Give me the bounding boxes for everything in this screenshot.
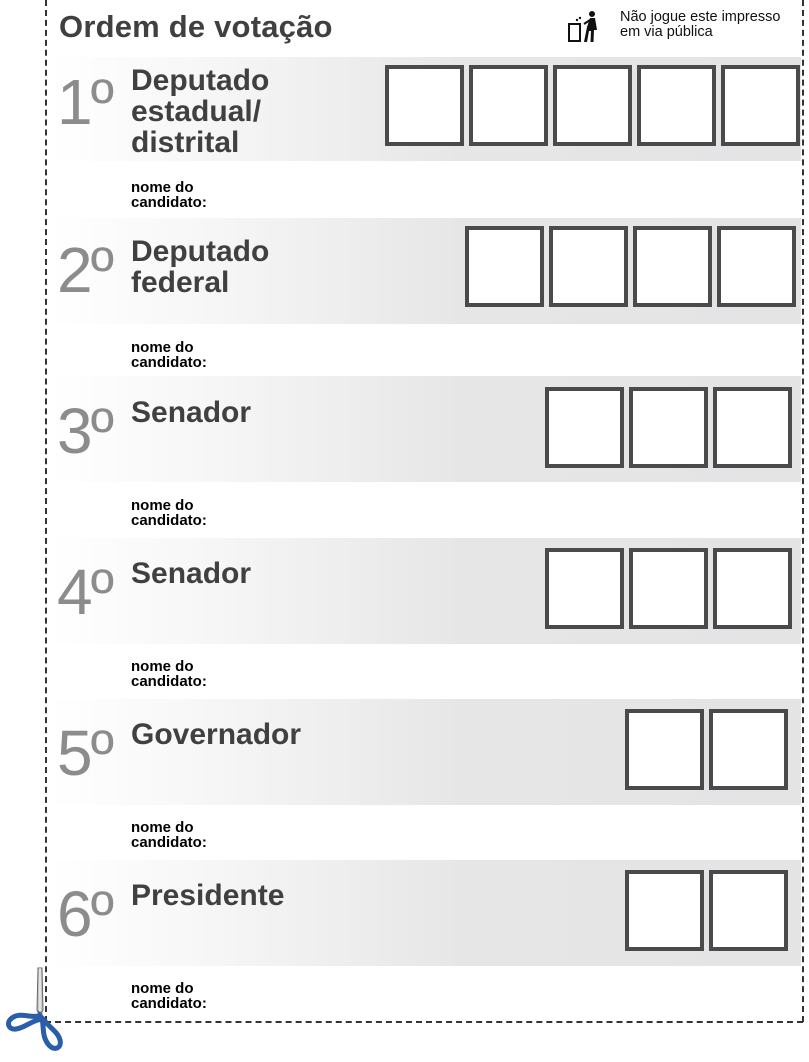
- scissors-icon: [2, 966, 72, 1062]
- notice-line-2: em via pública: [620, 24, 713, 40]
- digit-box[interactable]: [717, 226, 796, 307]
- candidate-name-label: [131, 820, 207, 850]
- office-title-line: Senador: [131, 557, 252, 590]
- number-boxes: [545, 548, 792, 629]
- digit-box[interactable]: [625, 870, 704, 951]
- notice-line-1: Não jogue este impresso: [620, 9, 781, 25]
- candidate-label-line: candidato:: [131, 995, 207, 1012]
- number-boxes: [545, 387, 792, 468]
- ordinal-number: 5º: [57, 717, 112, 789]
- cut-line-left: [45, 0, 47, 1022]
- candidate-name-label: [131, 340, 207, 370]
- page-title: Ordem de votação: [59, 9, 333, 44]
- number-boxes: [625, 709, 788, 790]
- digit-box[interactable]: [625, 709, 704, 790]
- digit-box[interactable]: [385, 65, 464, 146]
- number-boxes: [625, 870, 788, 951]
- digit-box[interactable]: [629, 387, 708, 468]
- digit-box[interactable]: [637, 65, 716, 146]
- office-title: [131, 719, 301, 750]
- office-title: [131, 236, 269, 298]
- digit-box[interactable]: [553, 65, 632, 146]
- number-boxes: [385, 65, 800, 146]
- digit-box[interactable]: [465, 226, 544, 307]
- number-boxes: [465, 226, 796, 307]
- candidate-name-label: [131, 981, 207, 1011]
- digit-box[interactable]: [713, 387, 792, 468]
- office-title: [131, 558, 251, 589]
- candidate-label-line: candidato:: [131, 673, 207, 690]
- ordinal-number: 2º: [57, 234, 112, 306]
- office-title-line: Deputado: [131, 64, 270, 97]
- candidate-name-label: [131, 498, 207, 528]
- cut-line-bottom: [45, 1021, 803, 1023]
- candidate-label-line: candidato:: [131, 834, 207, 851]
- digit-box[interactable]: [713, 548, 792, 629]
- digit-box[interactable]: [629, 548, 708, 629]
- candidate-label-line: candidato:: [131, 512, 207, 529]
- office-title-line: Governador: [131, 718, 302, 751]
- digit-box[interactable]: [633, 226, 712, 307]
- digit-box[interactable]: [721, 65, 800, 146]
- digit-box[interactable]: [545, 548, 624, 629]
- office-title: [131, 880, 284, 911]
- candidate-label-line: nome do: [131, 339, 194, 356]
- digit-box[interactable]: [545, 387, 624, 468]
- ordinal-number: 6º: [57, 878, 112, 950]
- office-title-line: distrital: [131, 126, 240, 159]
- ordinal-number: 4º: [57, 556, 112, 628]
- digit-box[interactable]: [709, 709, 788, 790]
- ordinal-number: 1º: [57, 66, 112, 138]
- digit-box[interactable]: [469, 65, 548, 146]
- office-title-line: federal: [131, 266, 230, 299]
- candidate-label-line: nome do: [131, 980, 194, 997]
- office-title-line: estadual/: [131, 95, 262, 128]
- office-title-line: Senador: [131, 396, 252, 429]
- candidate-name-label: [131, 659, 207, 689]
- office-title-line: Deputado: [131, 235, 270, 268]
- litter-bin-icon: [567, 10, 601, 44]
- candidate-label-line: nome do: [131, 819, 194, 836]
- candidate-label-line: nome do: [131, 658, 194, 675]
- digit-box[interactable]: [549, 226, 628, 307]
- digit-box[interactable]: [709, 870, 788, 951]
- office-title: [131, 65, 269, 158]
- candidate-label-line: nome do: [131, 179, 194, 196]
- candidate-name-label: [131, 180, 207, 210]
- cut-line-right: [802, 0, 804, 1022]
- litter-notice: [567, 8, 797, 48]
- candidate-label-line: candidato:: [131, 194, 207, 211]
- office-title-line: Presidente: [131, 879, 285, 912]
- office-title: [131, 397, 251, 428]
- candidate-label-line: nome do: [131, 497, 194, 514]
- ordinal-number: 3º: [57, 395, 112, 467]
- candidate-label-line: candidato:: [131, 354, 207, 371]
